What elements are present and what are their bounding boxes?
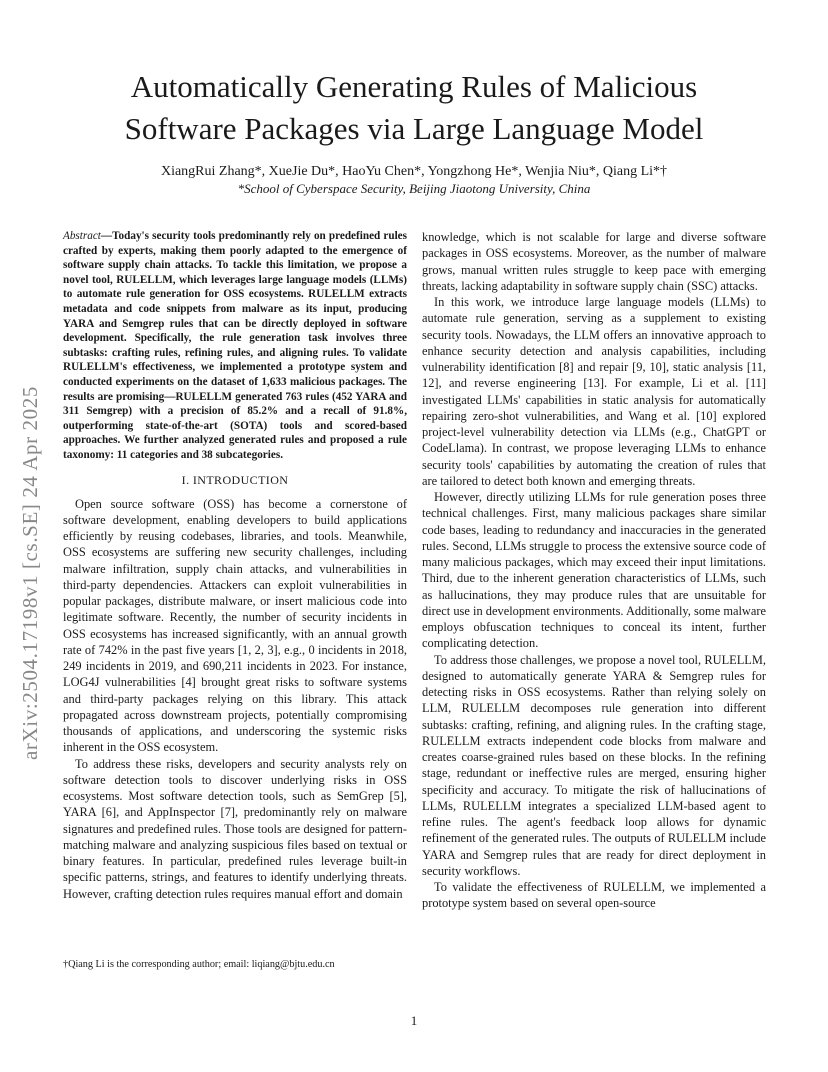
intro-paragraph-2: To address these risks, developers and security analysts rely on software detection tools to discover underlying risks in OSS ecosystems. Most software detection tools, such as SemGrep [5], YARA [6], and AppInspector [7], predominantly rely on malware signatures and predefined rules. Those tools are designed for pattern-matching malware and analyzing suspicious files based on textual or binary features. In particular, predefined rules leverage built-in specific patterns, strings, and features to identify underlying threats. However, crafting detection rules requires manual effort and domain bbox=[63, 756, 407, 901]
arxiv-stamp: arXiv:2504.17198v1 [cs.SE] 24 Apr 2025 bbox=[18, 386, 42, 760]
abstract-body: —Today's security tools predominantly rely on predefined rules crafted by experts, making them poorly adapted to the emergence of software supply chain attacks. To tackle this limitation, we propose a novel tool, RULELLM, which leverages large language models (LLMs) to automate rule generation for OSS ecosystems. RULELLM extracts metadata and code snippets from malware as its input, producing YARA and Semgrep rules that can be directly deployed in software development. Specifically, the rule generation task involves three subtasks: crafting rules, refining rules, and aligning rules. To validate RULELLM's effectiveness, we implemented a prototype system and conducted experiments on the dataset of 1,633 malicious packages. The results are promising—RULELLM generated 763 rules (452 YARA and 311 Semgrep) with a precision of 85.2% and a recall of 91.8%, outperforming state-of-the-art (SOTA) tools and scored-based approaches. We further analyzed generated rules and proposed a rule taxonomy: 11 categories and 38 subcategories. bbox=[63, 230, 407, 461]
right-column bbox=[422, 229, 766, 912]
right-paragraph-1: knowledge, which is not scalable for large and diverse software packages in OSS ecosystems. Moreover, as the number of malware grows, manual written rules struggle to keep pace with emerging threats, lacking adaptability in software supply chain (SSC) attacks. bbox=[422, 230, 766, 293]
left-column bbox=[63, 229, 407, 902]
affiliation: *School of Cyberspace Security, Beijing Jiaotong University, China bbox=[237, 181, 591, 196]
right-paragraph-4: To address those challenges, we propose a novel tool, RULELLM, designed to automatically generate YARA & Semgrep rules for detecting risks in OSS ecosystems. Rather than relying solely on LLM, RULELLM decomposes rule generation into different subtasks: crafting, refining, and aligning rules. In the crafting stage, RULELLM extracts independent code blocks from malware and creates coarse-grained rules based on these blocks. In the refining stage, redundant or ineffective rules are merged, ensuring higher specificity and accuracy. To mitigate the risk of hallucinations of LLMs, RULELLM integrates a specialized LLM-based agent to refine rules. The agent's feedback loop allows for dynamic refinement of the generated rules. The outputs of RULELLM include YARA and Semgrep rules that are ready for direct deployment in security workflows. bbox=[422, 652, 766, 878]
paper-title bbox=[60, 66, 768, 150]
right-paragraph-3: However, directly utilizing LLMs for rule generation poses three technical challenges. First, many malicious packages share similar code bases, leading to redundancy and inaccuracies in the generated rules. Second, LLMs struggle to process the extensive source code of many malicious packages, which may exceed their input limitations. Third, due to the inherent generation characteristics of LLMs, such as hallucinations, they may produce rules that are unsuitable for direct use in development environments. Additionally, some malware employs obfuscation techniques to conceal its intent, further complicating detection. bbox=[422, 490, 766, 651]
section-heading-introduction: I. INTRODUCTION bbox=[181, 472, 289, 487]
right-paragraph-2: In this work, we introduce large language models (LLMs) to automate rule generation, serving as a supplement to existing security tools. Nowadays, the LLM offers an innovative approach to enhance security detection and analysis capabilities, including vulnerability identification [8] and repair [9, 10], static analysis [11, 12], and reverse engineering [13]. For example, Li et al. [11] investigated LLMs' capabilities in static analysis for automatically repairing zero-shot vulnerabilities, and Wang et al. [10] explored project-level vulnerability detection via LLMs (e.g., ChatGPT or CodeLlama). In contrast, we propose leveraging LLMs to enhance security tools' capabilities by automating the creation of rules that are tailored to detect both known and emerging threats. bbox=[422, 295, 766, 488]
intro-paragraph-1: Open source software (OSS) has become a cornerstone of software development, enabling developers to build applications efficiently by reusing codebases, libraries, and tools. Meanwhile, OSS ecosystems are suffering new security challenges, including malware infiltration, supply chain attacks, and vulnerabilities in third-party dependencies. Attackers can exploit vulnerabilities in popular packages, distribute malware, or insert malicious code into legitimate software. Recently, the number of security incidents in OSS ecosystems has increased significantly, with an annual growth rate of 742% in the past five years [1, 2, 3], e.g., 0 incidents in 2018, 249 incidents in 2019, and 690,211 incidents in 2023. For instance, LOG4J vulnerabilities [4] brought great risks to software systems and third-party packages relying on this library. This attack propagated across downstream projects, potentially compromising thousands of applications, and underscoring the systemic risks inherent in the OSS ecosystem. bbox=[63, 496, 407, 755]
abstract bbox=[63, 229, 407, 463]
page-number: 1 bbox=[410, 1013, 418, 1028]
abstract-lead: Abstract bbox=[63, 230, 101, 242]
author-list: XiangRui Zhang*, XueJie Du*, HaoYu Chen*, Yongzhong He*, Wenjia Niu*, Qiang Li*† bbox=[160, 164, 668, 179]
title-line-1: Automatically Generating Rules of Malicious bbox=[130, 69, 698, 104]
title-line-2: Software Packages via Large Language Model bbox=[124, 111, 704, 146]
footnote: †Qiang Li is the corresponding author; email: liqiang@bjtu.edu.cn bbox=[63, 959, 335, 970]
right-paragraph-5: To validate the effectiveness of RULELLM, we implemented a prototype system based on several open-source bbox=[422, 880, 766, 911]
